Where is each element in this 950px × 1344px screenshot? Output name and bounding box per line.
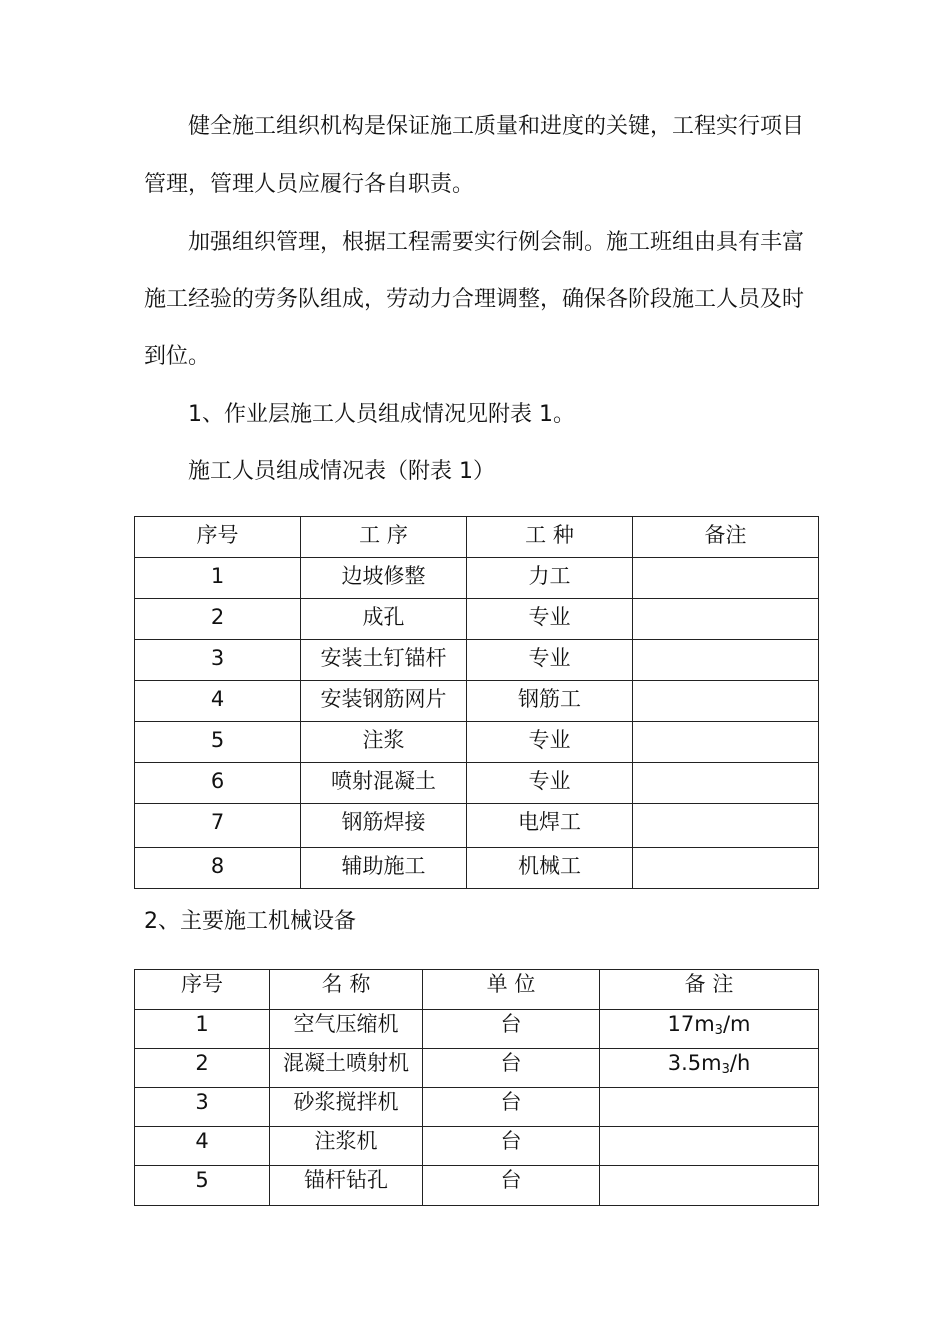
paragraph-2-line-2: 施工经验的劳务队组成，劳动力合理调整，确保各阶段施工人员及时 bbox=[144, 287, 805, 312]
table-1-title: 施工人员组成情况表（附表 1） bbox=[188, 459, 495, 484]
personnel-table bbox=[134, 516, 819, 889]
table-cell: 1 bbox=[135, 1010, 270, 1049]
table-cell: 2 bbox=[135, 1049, 270, 1088]
table-cell: $17m_3/m$ bbox=[600, 1010, 819, 1049]
table-cell: 安装土钉锚杆 bbox=[301, 640, 467, 681]
table-row bbox=[135, 1049, 819, 1088]
table-cell: 专业 bbox=[467, 640, 633, 681]
table-cell: 砂浆搅拌机 bbox=[270, 1088, 423, 1127]
table-cell: 边坡修整 bbox=[301, 558, 467, 599]
table-cell: 台 bbox=[423, 1049, 600, 1088]
list-item-2: 2、主要施工机械设备 bbox=[144, 909, 356, 934]
paragraph-1-line-1: 健全施工组织机构是保证施工质量和进度的关键，工程实行项目 bbox=[188, 114, 805, 139]
table-cell: 专业 bbox=[467, 763, 633, 804]
header-cell: 名 称 bbox=[270, 970, 423, 1010]
list-item-1: 1、作业层施工人员组成情况见附表 1。 bbox=[188, 402, 575, 427]
table-cell bbox=[600, 1166, 819, 1206]
table-cell: 1 bbox=[135, 558, 301, 599]
table-cell bbox=[633, 681, 819, 722]
table-row bbox=[135, 763, 819, 804]
table-row bbox=[135, 722, 819, 763]
table-cell bbox=[600, 1088, 819, 1127]
table-cell: 安装钢筋网片 bbox=[301, 681, 467, 722]
subscript: 3 bbox=[721, 1062, 730, 1077]
table-row bbox=[135, 1127, 819, 1166]
table-cell: 3 bbox=[135, 640, 301, 681]
header-cell: 工 种 bbox=[467, 517, 633, 558]
header-cell: 单 位 bbox=[423, 970, 600, 1010]
header-cell: 工 序 bbox=[301, 517, 467, 558]
table-cell: 台 bbox=[423, 1166, 600, 1206]
table-row bbox=[135, 1088, 819, 1127]
table-row bbox=[135, 848, 819, 889]
paragraph-1-line-2: 管理，管理人员应履行各自职责。 bbox=[144, 172, 475, 197]
table-cell: 6 bbox=[135, 763, 301, 804]
table-cell: 4 bbox=[135, 1127, 270, 1166]
table-cell: 3 bbox=[135, 1088, 270, 1127]
equipment-table bbox=[134, 969, 819, 1206]
table-cell bbox=[633, 640, 819, 681]
table-cell: 钢筋工 bbox=[467, 681, 633, 722]
table-cell: 电焊工 bbox=[467, 804, 633, 848]
table-cell: 辅助施工 bbox=[301, 848, 467, 889]
subscript: 3 bbox=[714, 1023, 723, 1038]
table-cell: 4 bbox=[135, 681, 301, 722]
table-row bbox=[135, 1166, 819, 1206]
table-cell: 8 bbox=[135, 848, 301, 889]
table-cell: 台 bbox=[423, 1127, 600, 1166]
table-row bbox=[135, 599, 819, 640]
table-cell bbox=[633, 558, 819, 599]
table-cell bbox=[633, 804, 819, 848]
table-cell: 钢筋焊接 bbox=[301, 804, 467, 848]
header-cell: 序号 bbox=[135, 517, 301, 558]
table-header-row bbox=[135, 970, 819, 1010]
header-cell: 备 注 bbox=[600, 970, 819, 1010]
table-cell: 5 bbox=[135, 722, 301, 763]
table-cell: 台 bbox=[423, 1010, 600, 1049]
table-cell: 锚杆钻孔 bbox=[270, 1166, 423, 1206]
table-cell: 专业 bbox=[467, 722, 633, 763]
header-cell: 备注 bbox=[633, 517, 819, 558]
table-cell: 力工 bbox=[467, 558, 633, 599]
table-row bbox=[135, 804, 819, 848]
table-cell: 台 bbox=[423, 1088, 600, 1127]
paragraph-2-line-3: 到位。 bbox=[144, 344, 211, 369]
table-row bbox=[135, 1010, 819, 1049]
table-cell: 机械工 bbox=[467, 848, 633, 889]
table-cell: 5 bbox=[135, 1166, 270, 1206]
table-cell bbox=[633, 848, 819, 889]
table-cell: 喷射混凝土 bbox=[301, 763, 467, 804]
table-cell: 成孔 bbox=[301, 599, 467, 640]
header-cell: 序号 bbox=[135, 970, 270, 1010]
table-cell bbox=[633, 763, 819, 804]
table-cell: 7 bbox=[135, 804, 301, 848]
table-cell: 注浆机 bbox=[270, 1127, 423, 1166]
table-header-row bbox=[135, 517, 819, 558]
table-cell: 2 bbox=[135, 599, 301, 640]
table-row bbox=[135, 640, 819, 681]
table-cell bbox=[633, 722, 819, 763]
table-row bbox=[135, 558, 819, 599]
table-cell bbox=[600, 1127, 819, 1166]
table-row bbox=[135, 681, 819, 722]
table-cell bbox=[633, 599, 819, 640]
table-cell: 空气压缩机 bbox=[270, 1010, 423, 1049]
table-cell: 专业 bbox=[467, 599, 633, 640]
table-cell: 混凝土喷射机 bbox=[270, 1049, 423, 1088]
paragraph-2-line-1: 加强组织管理，根据工程需要实行例会制。施工班组由具有丰富 bbox=[188, 230, 805, 255]
table-cell: $3.5m_3/h$ bbox=[600, 1049, 819, 1088]
table-cell: 注浆 bbox=[301, 722, 467, 763]
